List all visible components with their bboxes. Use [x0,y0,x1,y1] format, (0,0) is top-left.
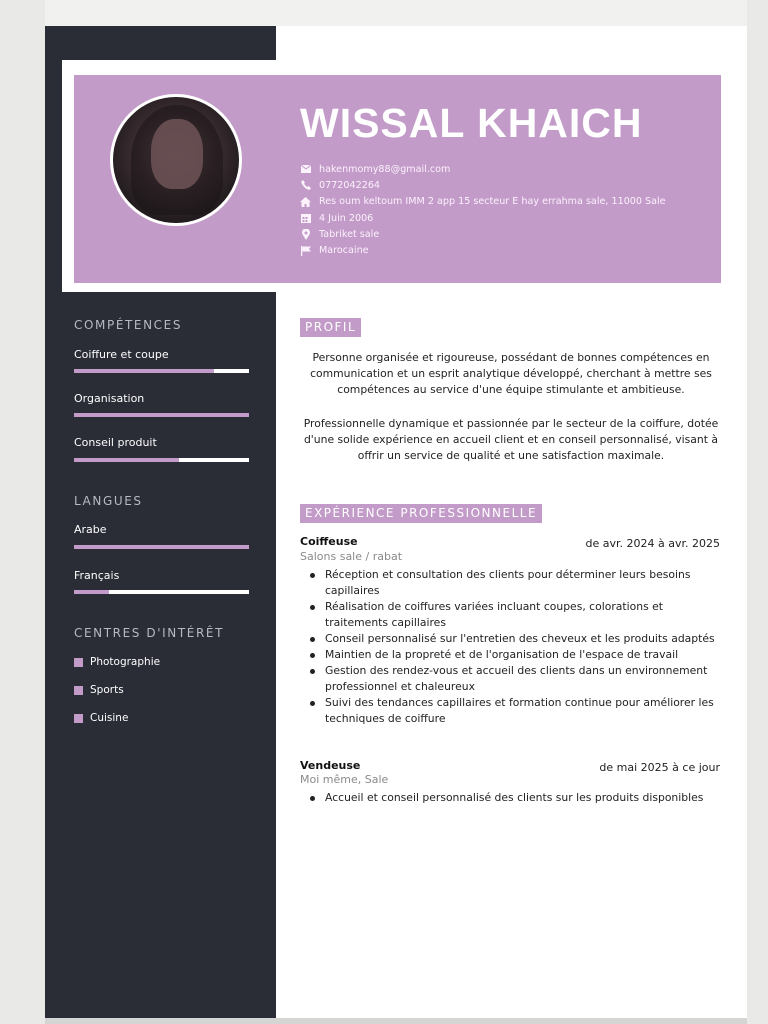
bullet-dot-icon [310,573,315,578]
language-bar [74,590,249,594]
job-bullets [325,567,725,727]
experience-heading: EXPÉRIENCE PROFESSIONNELLE [300,504,542,523]
contact-list [300,161,720,259]
job-dates: de mai 2025 à ce jour [599,761,720,774]
profile-heading: PROFIL [300,318,361,337]
interest-item [74,656,160,668]
interest-item [74,712,128,724]
location-pin-icon [300,229,311,240]
job-title: Coiffeuse [300,535,358,548]
photo-face [151,119,203,189]
language-bar-fill [74,545,249,549]
bullet-dot-icon [310,669,315,674]
contact-address [300,194,720,210]
contact-nationality [300,242,720,258]
envelope-icon [300,164,311,175]
list-item: Suivi des tendances capillaires et formation continue pour améliorer les techniques de coiffure [325,695,725,727]
interest-label: Sports [90,684,124,696]
contact-birthdate-text: 4 Juin 2006 [319,212,374,224]
skill-bar [74,458,249,462]
top-margin [45,0,747,26]
contact-nationality-text: Marocaine [319,245,369,257]
interests-heading: CENTRES D'INTÉRÊT [74,626,225,640]
skill-bar-fill [74,413,249,417]
language-bar-fill [74,590,109,594]
language-bar [74,545,249,549]
language-label: Arabe [74,523,107,536]
bullet-dot-icon [310,653,315,658]
skill-label: Organisation [74,392,145,405]
skill-label: Conseil produit [74,436,157,449]
contact-birthplace-text: Tabriket sale [319,228,380,240]
contact-address-text: Res oum keltoum IMM 2 app 15 secteur E hay errahma sale, 11000 Sale [319,196,666,208]
bottom-margin [45,1018,747,1024]
job-bullets [325,790,725,806]
list-item: Accueil et conseil personnalisé des clients sur les produits disponibles [325,790,725,806]
bullet-dot-icon [310,637,315,642]
home-icon [300,196,311,207]
skill-bar-fill [74,369,214,373]
job-company: Salons sale / rabat [300,550,403,563]
bullet-dot-icon [310,701,315,706]
candidate-name: WISSAL KHAICH [300,100,643,146]
skill-bar [74,413,249,417]
contact-birthdate [300,210,720,226]
interest-item [74,684,124,696]
skill-label: Coiffure et coupe [74,348,169,361]
skill-bar [74,369,249,373]
list-item: Conseil personnalisé sur l'entretien des cheveux et les produits adaptés [325,631,725,647]
language-label: Français [74,569,120,582]
profile-paragraph: Personne organisée et rigoureuse, possédant de bonnes compétences en communication et un esprit analytique développé, cherchant à mettre ses compétences au service d'une équipe stimulante et ambitieuse. [310,351,712,396]
list-item: Réception et consultation des clients pour déterminer leurs besoins capillaires [325,567,725,599]
phone-icon [300,180,311,191]
list-item: Maintien de la propreté et de l'organisation de l'espace de travail [325,647,725,663]
bullet-dot-icon [310,605,315,610]
skill-bar-fill [74,458,179,462]
calendar-icon [300,213,311,224]
job-company: Moi même, Sale [300,773,389,786]
square-bullet-icon [74,686,83,695]
languages-heading: LANGUES [74,494,143,508]
list-item: Gestion des rendez-vous et accueil des clients dans un environnement professionnel et chaleureux [325,663,725,695]
contact-email-text: hakenmomy88@gmail.com [319,163,451,175]
contact-birthplace [300,226,720,242]
contact-phone-text: 0772042264 [319,179,381,191]
square-bullet-icon [74,714,83,723]
interest-label: Photographie [90,656,161,668]
flag-icon [300,245,311,256]
profile-paragraph: Professionnelle dynamique et passionnée par le secteur de la coiffure, dotée d'une solide expérience en accueil client et en conseil personnalisé, visant à offrir un service de qualité et une satisfaction maximale. [303,417,719,462]
bullet-dot-icon [310,796,315,801]
skills-heading: COMPÉTENCES [74,318,183,332]
job-dates: de avr. 2024 à avr. 2025 [585,537,720,550]
interest-label: Cuisine [90,712,129,724]
square-bullet-icon [74,658,83,667]
contact-phone [300,177,720,193]
contact-email [300,161,720,177]
list-item: Réalisation de coiffures variées incluant coupes, colorations et traitements capillaires [325,599,725,631]
job-title: Vendeuse [300,759,361,772]
profile-photo [110,94,242,226]
